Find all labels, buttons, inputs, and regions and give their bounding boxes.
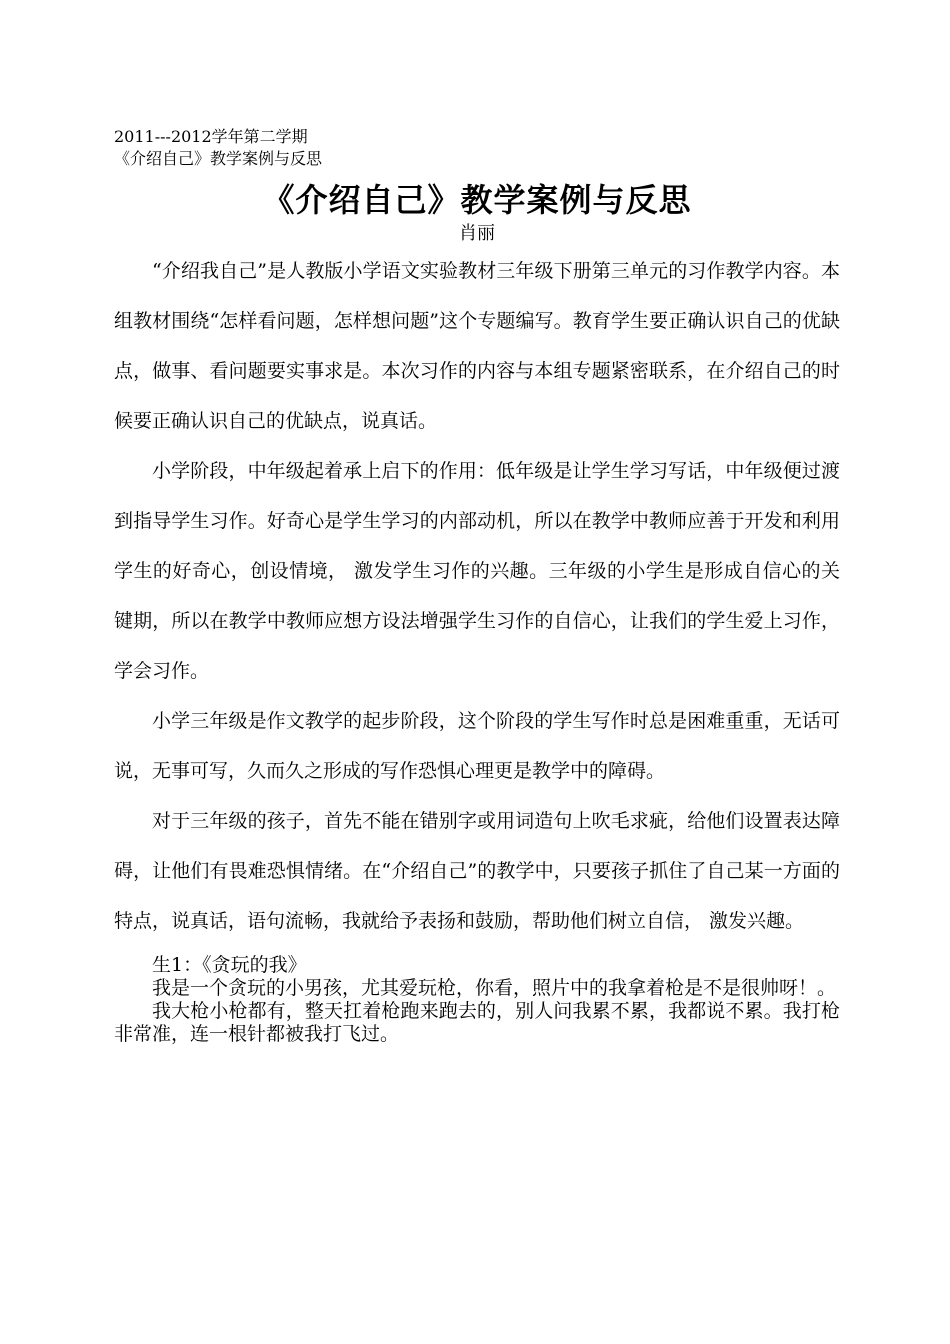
- document-title: 《介绍自己》教学案例与反思: [262, 181, 692, 219]
- body-text: [114, 246, 840, 946]
- paragraph-2: 小学阶段，中年级起着承上启下的作用：低年级是让学生学习写话，中年级便过渡到指导学生习作。好奇心是学生学习的内部动机，所以在教学中教师应善于开发和利用学生的好奇心，创设情境， 激发学生习作的兴趣。三年级的小学生是形成自信心的关键期，所以在教学中教师应想方设法增强学生习作的自信心，让我们的学生爱上习作，学会习作。: [114, 460, 840, 682]
- paragraph-3: 小学三年级是作文教学的起步阶段，这个阶段的学生写作时总是困难重重，无话可说，无事可写，久而久之形成的写作恐惧心理更是教学中的障碍。: [114, 710, 840, 782]
- author-name: 肖丽: [459, 223, 495, 244]
- paragraph-4: 对于三年级的孩子，首先不能在错别字或用词造句上吹毛求疵，给他们设置表达障碍，让他们有畏难恐惧情绪。在“介绍自己”的教学中，只要孩子抓住了自己某一方面的特点，说真话，语句流畅，我就给予表扬和鼓励，帮助他们树立自信， 激发兴趣。: [114, 810, 840, 932]
- student-sample: [114, 954, 840, 1046]
- document-page: [114, 126, 840, 1046]
- term-header: 2011---2012学年第二学期: [114, 127, 308, 146]
- paragraph-1: “介绍我自己”是人教版小学语文实验教材三年级下册第三单元的习作教学内容。本组教材围绕“怎样看问题，怎样想问题”这个专题编写。教育学生要正确认识自己的优缺点，做事、看问题要实事求是。本次习作的内容与本组专题紧密联系，在介绍自己的时候要正确认识自己的优缺点，说真话。: [114, 260, 840, 432]
- sample-line-1: 我是一个贪玩的小男孩，尤其爱玩枪，你看，照片中的我拿着枪是不是很帅呀！。: [152, 977, 837, 999]
- subtitle-header: 《介绍自己》教学案例与反思: [114, 149, 323, 168]
- sample-line-2: 我大枪小枪都有，整天扛着枪跑来跑去的，别人问我累不累，我都说不累。我打枪非常准，连一根针都被我打飞过。: [114, 1000, 840, 1045]
- sample-heading: 生1：《贪玩的我》: [152, 954, 307, 976]
